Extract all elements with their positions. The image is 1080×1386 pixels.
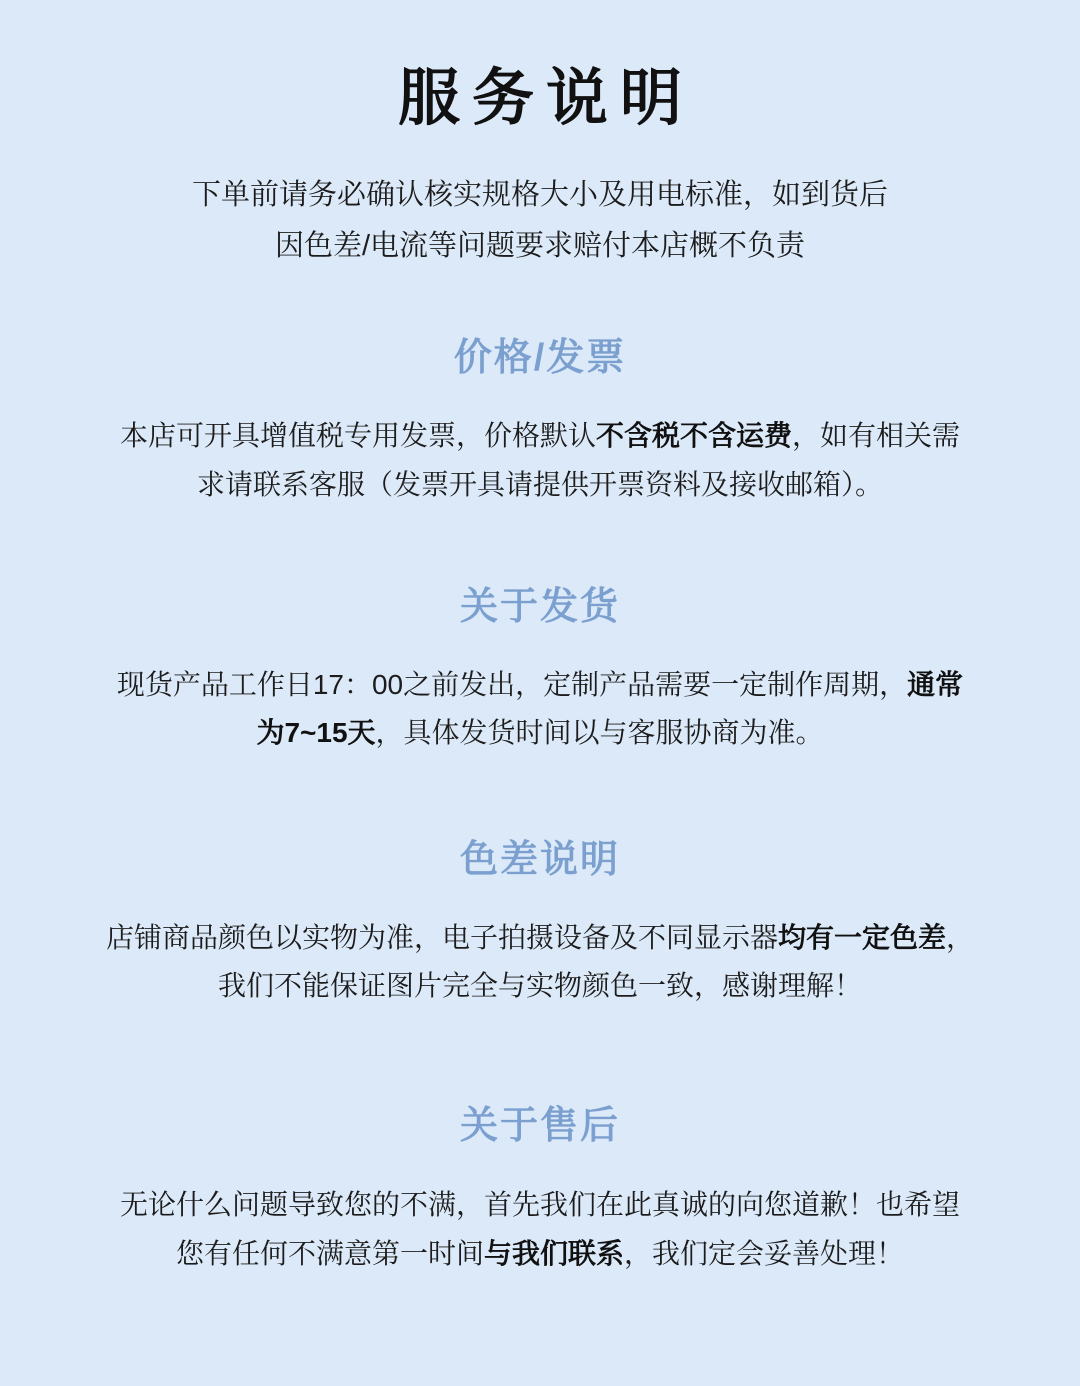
emphasis-text: 均有一定色差 (777, 922, 946, 954)
page-title: 服务说明 (397, 64, 694, 133)
section-title-color-difference: 色差说明 (459, 838, 620, 881)
emphasis-text: 不含税不含运费 (595, 420, 792, 452)
section-body-price-invoice (60, 412, 1020, 508)
section-body-shipping (60, 661, 1020, 757)
emphasis-text: 通常为7~15天 (256, 669, 964, 749)
text-part-1: 店铺商品颜色以实物为准，电子拍摄设备及不同显示器 (105, 922, 778, 954)
section-title-price-invoice: 价格/发票 (453, 336, 627, 379)
text-part-1: 无论什么问题导致您的不满，首先我们在此真诚的向您道歉！也希望您有任何不满意第一时间 (119, 1189, 960, 1269)
section-after-sales (60, 1094, 1020, 1277)
text-part-2: ，我们不能保证图片完全与实物颜色一致，感谢理解！ (217, 922, 975, 1002)
section-body-color-difference (60, 914, 1020, 1010)
section-body-after-sales (60, 1181, 1020, 1277)
section-color-difference (60, 828, 1020, 1011)
intro-line-1: 下单前请务必确认核实规格大小及用电标准，如到货后 (191, 179, 888, 212)
text-part-2: ，具体发货时间以与客服协商为准。 (375, 717, 824, 749)
section-shipping (60, 575, 1020, 758)
intro-text (60, 170, 1020, 272)
text-part-1: 本店可开具增值税专用发票，价格默认 (119, 420, 596, 452)
intro-line-2: 因色差/电流等问题要求赔付本店概不负责 (274, 230, 806, 263)
text-part-2: ，我们定会妥善处理！ (624, 1237, 905, 1269)
section-title-after-sales: 关于售后 (459, 1105, 620, 1148)
emphasis-text: 与我们联系 (483, 1237, 624, 1269)
text-part-1: 现货产品工作日17：00之前发出，定制产品需要一定制作周期， (116, 669, 908, 701)
section-price-invoice (60, 326, 1020, 509)
text-part-2: ，如有相关需求请联系客服（发票开具请提供开票资料及接收邮箱）。 (196, 420, 961, 500)
section-title-shipping: 关于发货 (459, 585, 620, 628)
